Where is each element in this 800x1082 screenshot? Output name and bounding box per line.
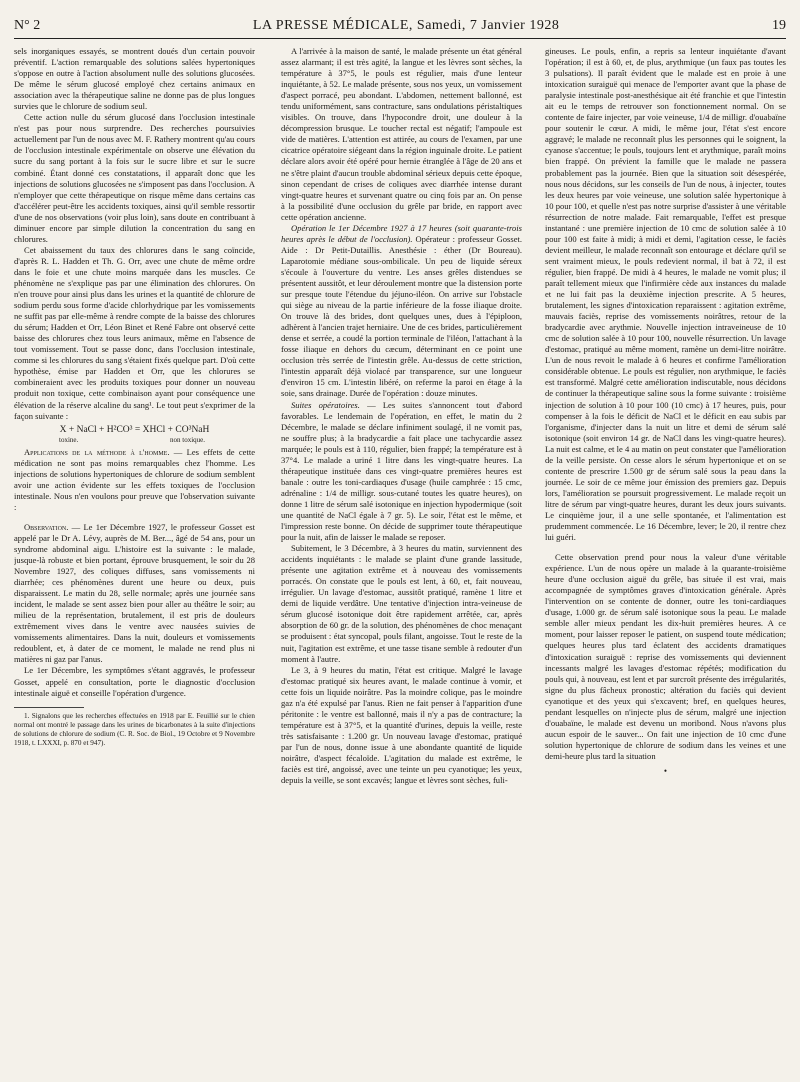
- paragraph: [281, 400, 522, 544]
- operation-heading: Opération le 1er Décembre 1927 à 17 heures (soit quarante-trois heures après le début de l'occlusion).: [281, 222, 522, 244]
- issue-number: N° 2: [14, 18, 41, 33]
- section-heading: Applications de la méthode à l'homme.: [24, 446, 170, 457]
- section-heading: Suites opératoires.: [291, 399, 360, 410]
- paragraph: A l'arrivée à la maison de santé, le malade présente un état général assez alarmant; il est très agité, la langue et les lèvres sont sèches, la température à 37°5, le pouls est régulier, mais d'une lenteur inquiétante, à 52. Le malade présente, sous nos yeux, un vomissement d'aspect porracé, peu abondant. L'abdomen, nettement ballonné, est tendu uniformément, sans contracture, sans ondulations péristaltiques visibles. On trouve, dans l'hypocondre droit, une douleur à la décompression brusque. Le toucher rectal est négatif; l'ampoule est vide de matières. L'attention est attirée, au cours de l'examen, par une cicatrice opératoire siégeant dans la région inguinale droite. Le patient déclare alors avoir été opéré pour hernie étranglée à l'âge de 20 ans et ne s'être plaint d'aucun trouble abdominal sérieux depuis cette époque, sinon cependant de crises de coliques avec diarrhée intense durant vingt-quatre heures et survenant quatre ou cinq fois par an. On pense à la possibilité d'une occlusion du grêle par bride, en rapport avec cette opération ancienne.: [281, 46, 522, 222]
- observation-heading: Observation.: [24, 521, 69, 532]
- paragraph-text: Opérateur : professeur Gosset. Aide : Dr Petit-Dutaillis. Anesthésie : éther (Dr Boureau). Laparotomie médiane sous-ombilicale. Un peu de liquide séreux s'écoule à l'ouverture du ventre. Les anses grêles distendues se présentent aussitôt, et leur déroulement montre que la distension porte sur presque toute l'étendue du jéjuno-iléon. On arrive sur l'obstacle qui siège au niveau de la partie inférieure de la fosse iliaque droite. On trouve là des brides, dont quelques unes, dues à l'épiploon, adhèrent à l'ancien trajet herniaire. Une de ces brides, particulièrement dense et serrée, a coudé la portion terminale de l'iléon, l'attachant à la fosse iliaque en dehors du cæcum, déterminant en ce point une occlusion très serrée de l'intestin grêle. Au-dessus de cette striction, l'intestin apparaît déjà violacé par transparence, sur une longueur d'environ 15 cm. L'intestin libéré, on referme la paroi en étage à la soie, sans drainage. Durée de l'opération : douze minutes.: [281, 233, 522, 399]
- paragraph: Le 1er Décembre, les symptômes s'étant aggravés, le professeur Gosset, appelé en consultation, porte le diagnostic d'occlusion intestinale aiguë et conseille l'opération d'urgence.: [14, 665, 255, 698]
- footnote: 1. Signalons que les recherches effectuées en 1918 par E. Feuillié sur le chien normal ont montré le passage dans les urines de bicarbonates à la suite d'injections de solutions de chlorure de sodium (C. R. Soc. de Biol., 19 Octobre et 9 Novembre 1918, t. LXXXI, p. 870 et 947).: [14, 711, 255, 747]
- paragraph: Subitement, le 3 Décembre, à 3 heures du matin, surviennent des accidents inquiétants : le malade se plaint d'une grande lassitude, présente une agitation extrême et à nouveau des vomissements porracés. On constate que le pouls est lent, à 60, et, fait nouveau, irrégulier. Un lavage d'estomac, aussitôt pratiqué, ramène 1 litre et demi de liquide verdâtre. Une tentative d'injection intra-veineuse de sérum glucosé isotonique doit être rapidement arrêtée, car, après absorption de 60 gr. de la solution, des phénomènes de choc menaçant se produisent : état syncopal, pouls filant, angoisse. Tout le reste de la nuit, l'agitation est extrême, et une tasse tisane semble à redouter d'un moment à l'autre.: [281, 543, 522, 664]
- paragraph-text: — Les suites s'annoncent tout d'abord favorables. Le lendemain de l'opération, en effet, le matin du 2 Décembre, le malade se déclare infiniment soulagé, il ne vomit pas, ne souffre plus; à la bradycardie a fait place une tachycardie assez marquée; le pouls est à 110, régulier, bien frappé; la température est à 37°4. Le malade a uriné 1 litre dans les vingt-quatre heures. La thérapeutique instituée dans ces vingt-quatre premières heures est banale : outre les toni-cardiaques d'usage (huile camphrée : 15 cmc, adrénaline : 1/4 de milligr. sous-cutané toutes les quatre heures), on donne 1 litre de sérum salé isotonique en injection hypodermique (soit une quantité de NaCl égale à 7 gr. 5). Le soir, l'état est le même, et l'impression reste bonne. On décide de supprimer toute thérapeutique pour la nuit, afin de laisser le malade se reposer.: [281, 399, 522, 543]
- column-3: [545, 46, 786, 1072]
- formula-annotations: [14, 436, 255, 444]
- paragraph: Cet abaissement du taux des chlorures dans le sang coïncide, d'après R. L. Hadden et Th. G. Orr, avec une chute de même ordre dans le foie et une chute moins marquée dans les muscles. Ce phénomène ne s'explique pas par une élimination des chlorures. On n'en trouve pour ainsi plus dans les urines et la quantité de chlorure de sodium perdu sous forme d'acide chlorhydrique par les vomissements ne suffit pas par elle-même à rendre compte de la baisse des chlorures du sérum; Hadden et Orr, Léon Binet et René Fabre ont observé cette baisse des chlorures chez tous leurs animaux, même en l'absence de tout vomissement. Tout se passe donc, dans l'occlusion intestinale, comme si les chlorures du sang s'étaient fixés quelque part. D'où cette hypothèse, émise par Hadden et Orr, que les chlorures se combineraient avec les produits toxiques pour donner un nouveau produit non toxique, cette combinaison ayant pour conséquence une élévation de la réserve alcaline du sang¹. Le tout peut s'exprimer de la façon suivante :: [14, 244, 255, 421]
- paragraph: Cette observation prend pour nous la valeur d'une véritable expérience. L'un de nous opère un malade à la quarante-troisième heure d'une occlusion aiguë du grêle, bas située il est vrai, mais accompagnée de symptômes graves d'intoxication générale. Après l'intervention on se contente de donner, outre les toni-cardiaques d'usage, 1.000 gr. de sérum salé isotonique sous la peau. Le malade semble aller mieux pendant les dix-huit premières heures. A ce moment, pour laisser reposer le patient, on suspend toute médication; quelques heures plus tard éclatent des accidents dramatiques d'intoxication suraiguë : reprise des vomissements qui deviennent incessants malgré les lavages d'estomac répétés; modification du pouls qui, à nouveau, est lent et par surcroît présente des irrégularités, signe du plus fâcheux pronostic; altération du faciès qui devient cyanotique et des yeux qui s'excavent; bref, en quelques heures, pendant lesquelles on n'injecte plus de sérum, malgré une injection d'ouabaïne, le malade est devenu un moribond. Nous n'avons plus aucun espoir de le sauver... On fait une injection de 10 cmc d'une solution hypertonique de chlorure de sodium dans les veines et une demi-heure plus tard la situation: [545, 552, 786, 761]
- column-1: [14, 46, 255, 1072]
- spacer: [545, 543, 786, 552]
- chemical-formula: X + NaCl + H²CO³ = XHCl + CO³NaH: [59, 424, 210, 435]
- paragraph-text: — Le 1er Décembre 1927, le professeur Gosset est appelé par le Dr A. Lévy, auprès de M. Ber..., âgé de 54 ans, pour un syndrome abdominal aigu. L'histoire est la suivante : le malade, jusque-là robuste et bien portant, éprouve brusquement, le soir du 28 Novembre 1927, des coliques diffuses, sans vomissements ni diarrhée; ces phénomènes durent une heure ou deux, puis disparaissent. Le matin du 28, selle normale; après une journée sans incident, le malade se sent assez bien pour aller au théâtre le soir; au milieu de la représentation, brutalement, il est pris de douleurs extrêmement vives dans le ventre avec nausées suivies de vomissements alimentaires. Dans la nuit, douleurs et vomissements redoublent, et, à dater de ce moment, le malade ne rend plus ni matières ni gaz par l'anus.: [14, 521, 255, 665]
- paragraph: [14, 447, 255, 513]
- paragraph: [281, 223, 522, 400]
- spacer: [14, 513, 255, 522]
- formula-label-nontoxic: non toxique.: [170, 435, 205, 444]
- paragraph: sels inorganiques essayés, se montrent doués d'un certain pouvoir préventif. L'action remarquable des solutions salées hypertoniques s'oppose en outre à l'action absolument nulle des solutions glucosées. De même le sérum glucosé employé chez certains animaux en association avec la thérapeutique saline ne donne pas de plus longues survies que le chlorure de sodium seul.: [14, 46, 255, 112]
- formula-label-toxin: toxine.: [59, 435, 79, 444]
- paragraph: [14, 522, 255, 666]
- end-mark: •: [663, 766, 668, 776]
- page-number: 19: [772, 18, 786, 33]
- paragraph: Cette action nulle du sérum glucosé dans l'occlusion intestinale n'est pas pour nous surprendre. Des recherches poursuivies actuellement par l'un de nous avec M. F. Rathery montrent qu'au cours de l'occlusion intestinale expérimentale on observe une élévation du sucre du sang portant à la fois sur le sucre libre et sur le sucre combiné. Étant donné ces constatations, il apparaît donc que les injections de solutions glucosées ne s'imposent pas dans l'occlusion. A n'employer que cette thérapeutique on risque même dans certains cas d'accélérer peut-être les accidents toxiques, ainsi qu'il semble ressortir d'une de nos observations (voir plus loin), sans doute en contribuant à diminuer encore par simple dilution la concentration du sang en chlorures.: [14, 112, 255, 244]
- footnote-divider: [14, 707, 84, 708]
- masthead-title: LA PRESSE MÉDICALE, Samedi, 7 Janvier 1928: [252, 18, 560, 33]
- paragraph: Le 3, à 9 heures du matin, l'état est critique. Malgré le lavage d'estomac pratiqué six heures avant, le malade continue à vomir, et cette fois un liquide noirâtre. Pas la moindre colique, pas le moindre gaz n'a été expulsé par l'anus. Rien ne fait penser à l'apparition d'une péritonite : le ventre est ballonné, mais il n'y a pas de contracture; la température est à 37°5, et la quantité d'urines, depuis la veille, reste très satisfaisante : 1.200 gr. Un nouveau lavage d'estomac, pratiqué par l'un de nous, donne issue à une abondante quantité de liquide noirâtre, d'aspect fécaloïde. L'agitation du malade est extrême, le faciès est tiré, angoissé, avec une teinte un peu cyanotique; les yeux, depuis la veille, se sont excavés; langue et lèvres sont sèches, fuli-: [281, 664, 522, 786]
- paragraph: gineuses. Le pouls, enfin, a repris sa lenteur inquiétante d'avant l'opération; il est à 60, et, de plus, arythmique (un faux pas toutes les 3 pulsations). Il paraît évident que le malade est en proie à une intoxication suraiguë qui menace de l'emporter avant que la phase de paralysie intestinale post-anesthésique ait été franchie et que l'intestin ait eu le temps de retrouver son fonctionnement normal. On se contente de faire injecter, par voie veineuse, 1/4 de milligr. d'ouabaïne pour soutenir le cœur. A midi, le même jour, l'état s'est encore aggravé; le malade ne reconnaît plus les personnes qui le soignent, la cyanose s'accentue; le pouls, toujours lent et arythmique, paraît moins bien frappé. On prévient la famille que le malade ne passera probablement pas la journée. Bien que la situation soit désespérée, nous nous décidons, sur les conseils de l'un de nous, à injecter, toutes les deux heures par voie veineuse, une solution salée hypertonique à 10 pour 100, et quelle n'est pas notre surprise d'assister à une véritable résurrection de notre malade. Fait remarquable, l'effet est presque instantané : une première injection de 10 cmc de solution salée à 10 pour 100 est faite à midi; à midi et demi, l'agitation cesse, le faciès devient meilleur, le malade reconnaît son entourage et déclare qu'il se sent vraiment mieux, le pouls redevient normal, il bat à 72, il est régulier, bien frappé. De midi à 4 heures, le malade ne vomit plus; il paraît tellement mieux que l'infirmière cède aux instances du malade et ne lui fait pas la deuxième injection prescrite. A 5 heures, brutalement, les signes d'intoxication reparaissent : agitation extrême, mauvais faciès, reprise des vomissements noirâtres, retour de la bradycardie avec arythmie. Nouvelle injection intraveineuse de 10 cmc de solution salée à 10 pour 100, nouvelle résurrection. Un lavage d'estomac, pratiqué au même moment, ramène un demi-litre noirâtre. L'un de nous revoit le malade à 6 heures et confirme l'amélioration considérable obtenue. Le pouls est régulier, non arythmique, le faciès est transformé. Malgré cette amélioration indiscutable, nous décidons de continuer la thérapeutique saline sous la forme suivante : troisième injection de solution à 10 pour 100 (10 cmc) à 17 heures, puis, pour compenser à la fois le déficit de NaCl et le déficit en eau subis par l'organisme, d'injecter dans la nuit un litre et demi de sérum salé isotonique (soit environ 14 gr. de NaCl dans les vingt-quatre heures). La nuit est calme, et le 4 au matin on peut constater que l'amélioration de la veille persiste. On cesse alors le sérum hypertonique et on se contente de prescrire 1.500 gr de sérum salé sous la peau dans la journée. Le soir de ce même jour émission des premiers gaz. Depuis lors, l'amélioration se poursuit progressivement. Le malade reçoit un litre de sérum par vingt-quatre heures, durant les deux jours suivants. Le cinquième jour, il a une selle spontanée, et l'alimentation est prudemment commencée. Le 16 Décembre, lever; le 20, il rentre chez lui guéri.: [545, 46, 786, 543]
- column-2: [281, 46, 522, 1072]
- page-header: [14, 14, 786, 39]
- paragraph-text: — Les effets de cette médication ne sont pas moins remarquables chez l'homme. Les injections de solutions hypertoniques de chlorure de sodium semblent avoir une action évidente sur les effets toxiques de l'occlusion intestinale. Nous n'en voulons pour preuve que l'observation suivante :: [14, 446, 255, 512]
